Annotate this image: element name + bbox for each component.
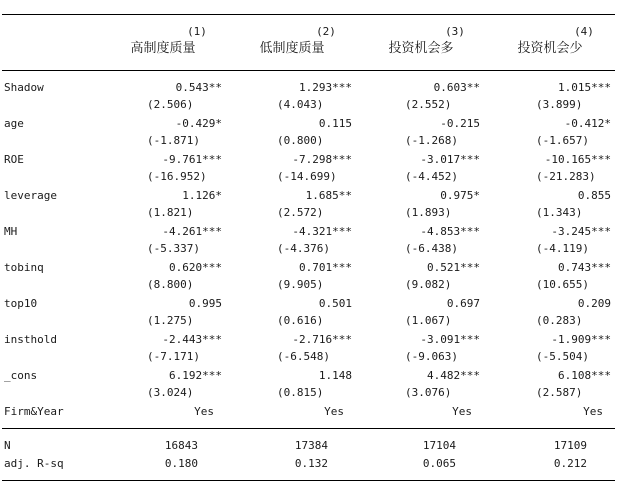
t-statistic: (9.082) [405, 278, 452, 291]
t-statistic: (-14.699) [277, 170, 337, 183]
coefficient-value: 0.697 [446, 297, 480, 310]
coefficient-value: 1.148 [318, 369, 352, 382]
t-statistic: (-1.657) [536, 134, 589, 147]
t-statistic: (-6.438) [405, 242, 458, 255]
t-statistic: (0.800) [277, 134, 324, 147]
t-statistic: (-6.548) [277, 350, 330, 363]
coefficient-value: -3.245*** [551, 225, 611, 238]
coefficient-value: 6.108*** [558, 369, 611, 382]
t-statistic: (-16.952) [147, 170, 207, 183]
t-statistic: (-4.452) [405, 170, 458, 183]
coefficient-value: 0.501 [318, 297, 352, 310]
coefficient-value: -0.412* [564, 117, 611, 130]
t-statistic: (1.893) [405, 206, 452, 219]
column-header: 低制度质量 [259, 41, 325, 56]
stat-value: 17109 [553, 439, 587, 452]
t-statistic: (-1.871) [147, 134, 200, 147]
t-statistic: (-9.063) [405, 350, 458, 363]
t-statistic: (4.043) [277, 98, 324, 111]
top-rule [2, 14, 615, 15]
coefficient-value: -2.716*** [292, 333, 352, 346]
coefficient-value: 1.126* [182, 189, 222, 202]
t-statistic: (0.815) [277, 386, 324, 399]
variable-label: ROE [4, 153, 24, 166]
coefficient-value: -3.091*** [420, 333, 480, 346]
column-number: (3) [445, 25, 465, 38]
fixed-effects-value: Yes [583, 405, 603, 418]
t-statistic: (0.616) [277, 314, 324, 327]
stat-value: 16843 [164, 439, 198, 452]
t-statistic: (2.572) [277, 206, 324, 219]
variable-label: tobinq [4, 261, 44, 274]
coefficient-value: 0.521*** [427, 261, 480, 274]
t-statistic: (-7.171) [147, 350, 200, 363]
coefficient-value: -4.853*** [420, 225, 480, 238]
t-statistic: (3.024) [147, 386, 194, 399]
column-header: 高制度质量 [130, 41, 196, 56]
stat-value: 17104 [422, 439, 456, 452]
fixed-effects-label: Firm&Year [4, 405, 64, 418]
coefficient-value: 6.192*** [169, 369, 222, 382]
coefficient-value: -4.321*** [292, 225, 352, 238]
t-statistic: (2.552) [405, 98, 452, 111]
coefficient-value: -7.298*** [292, 153, 352, 166]
variable-label: age [4, 117, 24, 130]
t-statistic: (1.067) [405, 314, 452, 327]
t-statistic: (-1.268) [405, 134, 458, 147]
coefficient-value: 0.603** [433, 81, 480, 94]
coefficient-value: 1.293*** [299, 81, 352, 94]
stat-value: 0.065 [422, 457, 456, 470]
coefficient-value: -9.761*** [162, 153, 222, 166]
stat-value: 17384 [294, 439, 328, 452]
t-statistic: (9.905) [277, 278, 324, 291]
t-statistic: (-5.337) [147, 242, 200, 255]
coefficient-value: 0.209 [577, 297, 611, 310]
coefficient-value: 0.701*** [299, 261, 352, 274]
t-statistic: (0.283) [536, 314, 583, 327]
t-statistic: (1.343) [536, 206, 583, 219]
t-statistic: (3.076) [405, 386, 452, 399]
coefficient-value: -0.215 [440, 117, 480, 130]
t-statistic: (10.655) [536, 278, 589, 291]
coefficient-value: -1.909*** [551, 333, 611, 346]
coefficient-value: -3.017*** [420, 153, 480, 166]
variable-label: top10 [4, 297, 38, 310]
t-statistic: (8.800) [147, 278, 194, 291]
variable-label: Shadow [4, 81, 44, 94]
stat-value: 0.212 [553, 457, 587, 470]
bottom-rule [2, 480, 615, 481]
stat-label: N [4, 439, 11, 452]
coefficient-value: 0.743*** [558, 261, 611, 274]
coefficient-value: 0.975* [440, 189, 480, 202]
coefficient-value: -4.261*** [162, 225, 222, 238]
variable-label: MH [4, 225, 18, 238]
t-statistic: (1.275) [147, 314, 194, 327]
coefficient-value: 0.543** [175, 81, 222, 94]
coefficient-value: -0.429* [175, 117, 222, 130]
variable-label: leverage [4, 189, 57, 202]
stat-value: 0.132 [294, 457, 328, 470]
t-statistic: (-4.376) [277, 242, 330, 255]
t-statistic: (2.506) [147, 98, 194, 111]
t-statistic: (3.899) [536, 98, 583, 111]
coefficient-value: 0.995 [188, 297, 222, 310]
fixed-effects-value: Yes [324, 405, 344, 418]
coefficient-value: 0.115 [318, 117, 352, 130]
t-statistic: (-21.283) [536, 170, 596, 183]
coefficient-value: 1.015*** [558, 81, 611, 94]
t-statistic: (-4.119) [536, 242, 589, 255]
stat-value: 0.180 [164, 457, 198, 470]
column-header: 投资机会少 [517, 41, 583, 56]
coefficient-value: 4.482*** [427, 369, 480, 382]
coefficient-value: 0.855 [577, 189, 611, 202]
column-header: 投资机会多 [388, 41, 454, 56]
t-statistic: (-5.504) [536, 350, 589, 363]
column-number: (2) [316, 25, 336, 38]
coefficient-value: 1.685** [305, 189, 352, 202]
fixed-effects-value: Yes [194, 405, 214, 418]
column-number: (1) [187, 25, 207, 38]
variable-label: _cons [4, 369, 38, 382]
header-rule [2, 70, 615, 71]
column-number: (4) [574, 25, 594, 38]
t-statistic: (2.587) [536, 386, 583, 399]
fixed-effects-value: Yes [452, 405, 472, 418]
stat-label: adj. R-sq [4, 457, 64, 470]
variable-label: insthold [4, 333, 57, 346]
t-statistic: (1.821) [147, 206, 194, 219]
coefficient-value: -10.165*** [544, 153, 611, 166]
coefficient-value: -2.443*** [162, 333, 222, 346]
coefficient-value: 0.620*** [169, 261, 222, 274]
stats-rule [2, 428, 615, 429]
